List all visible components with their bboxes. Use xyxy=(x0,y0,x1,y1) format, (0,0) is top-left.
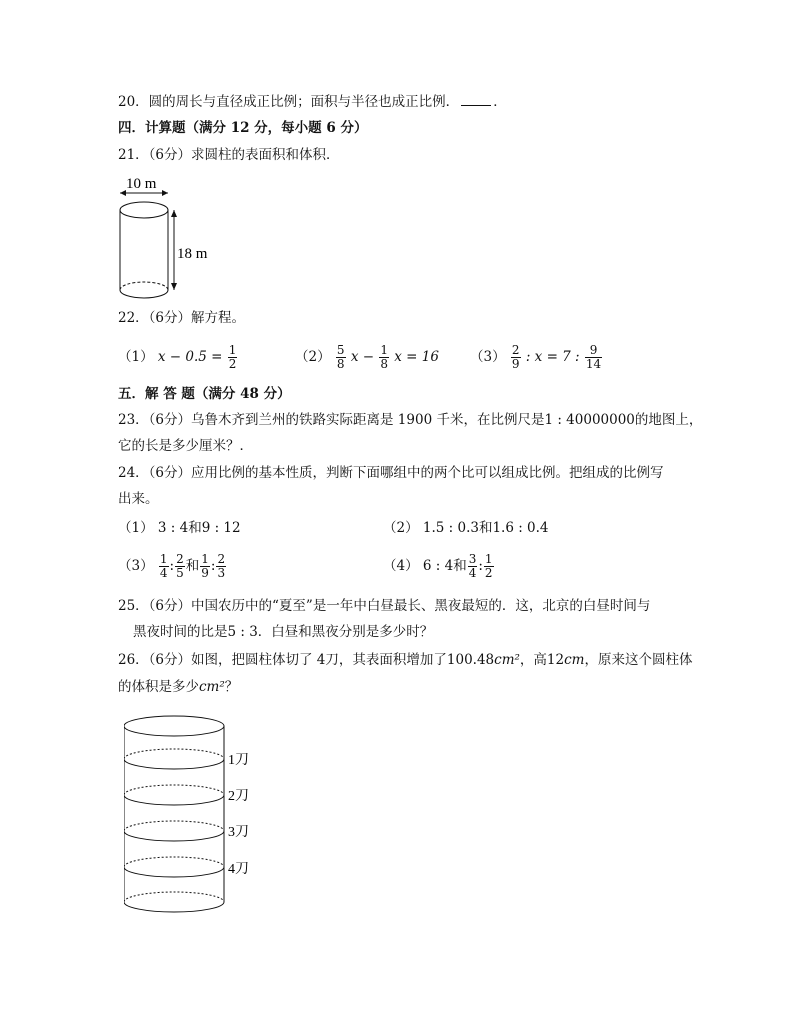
fraction: $\frac{5}{8}$ xyxy=(336,343,345,371)
height-label: 18 m xyxy=(177,246,208,262)
equation-1-label: （1） xyxy=(118,349,154,365)
equation-2-rhs: x = 16 xyxy=(394,349,439,365)
fraction: $\frac{2}{3}$ xyxy=(217,552,226,580)
fraction: $\frac{1}{2}$ xyxy=(484,552,493,580)
fraction: $\frac{3}{4}$ xyxy=(468,552,477,580)
fraction: $\frac{1}{4}$ xyxy=(159,552,168,580)
question-21-text: 21．（6分）求圆柱的表面积和体积． xyxy=(118,147,340,163)
fraction: $\frac{2}{5}$ xyxy=(176,552,184,580)
equation-1 xyxy=(118,342,238,372)
q24-item-1: （1） 3 : 4和9 : 12 xyxy=(118,520,241,536)
question-22-text: 22．（6分）解方程。 xyxy=(118,310,246,326)
diameter-label: 10 m xyxy=(126,176,157,192)
fraction: $\frac{9}{14}$ xyxy=(585,343,602,371)
fraction: $\frac{1}{8}$ xyxy=(380,343,388,371)
cut-label-1: 1刀 xyxy=(228,753,249,768)
question-24-line-2: 出来。 xyxy=(118,491,159,507)
question-26-line-2: 的体积是多少cm²？ xyxy=(118,679,239,695)
fraction: $\frac{2}{9}$ xyxy=(511,343,520,371)
question-25-line-1: 25．（6分）中国农历中的“夏至”是一年中白昼最长、黑夜最短的．这，北京的白昼时间与 xyxy=(118,598,651,614)
fraction: $\frac{1}{2}$ xyxy=(228,343,237,371)
equation-2 xyxy=(295,342,439,372)
question-20-text: 20．圆的周长与直径成正比例；面积与半径也成正比例． xyxy=(118,94,460,110)
question-20 xyxy=(118,92,507,112)
cut-label-2: 2刀 xyxy=(228,789,249,804)
equation-1-lhs: x − 0.5 = xyxy=(157,349,223,365)
q24-item-4: （4） 6 : 4和 $\frac{3}{4}$ : $\frac{1}{2}$ xyxy=(383,552,493,580)
fraction: $\frac{1}{9}$ xyxy=(201,552,209,580)
question-25-line-2: 黑夜时间的比是5 : 3．白昼和黑夜分别是多少时？ xyxy=(133,624,434,640)
q24-item-2: （2） 1.5 : 0.3和1.6 : 0.4 xyxy=(383,520,549,536)
q24-item-3: （3） $\frac{1}{4}$ : $\frac{2}{5}$ 和 $\frac{1}{9}$ : $\frac{2}{3}$ xyxy=(118,552,226,580)
equation-3-label: （3） xyxy=(470,349,506,365)
cut-label-4: 4刀 xyxy=(228,862,249,877)
question-24-line-1: 24．（6分）应用比例的基本性质，判断下面哪组中的两个比可以组成比例。把组成的比例写 xyxy=(118,465,664,481)
question-20-end: ． xyxy=(493,94,507,110)
question-23-line-1: 23．（6分）乌鲁木齐到兰州的铁路实际距离是 1900 千米，在比例尺是1 : 40000000的地图上， xyxy=(118,412,703,428)
equation-2-label: （2） xyxy=(295,349,331,365)
section-4-title: 四．计算题（满分 12 分，每小题 6 分） xyxy=(118,120,368,136)
question-23-line-2: 它的长是多少厘米？． xyxy=(118,438,253,454)
question-26-line-1: 26．（6分）如图，把圆柱体切了 4刀，其表面积增加了100.48cm²，高12cm，原来这个圆柱体 xyxy=(118,652,693,668)
equation-3 xyxy=(470,342,603,372)
cut-label-3: 3刀 xyxy=(228,825,249,840)
cylinder-figure-q21 xyxy=(116,170,236,305)
section-5-title: 五．解 答 题（满分 48 分） xyxy=(118,386,291,402)
cut-cylinder-figure-q26 xyxy=(124,712,274,927)
answer-blank xyxy=(461,93,491,106)
equation-2-mid: x − xyxy=(350,349,375,365)
equation-3-mid: : x = 7 : xyxy=(525,349,580,365)
